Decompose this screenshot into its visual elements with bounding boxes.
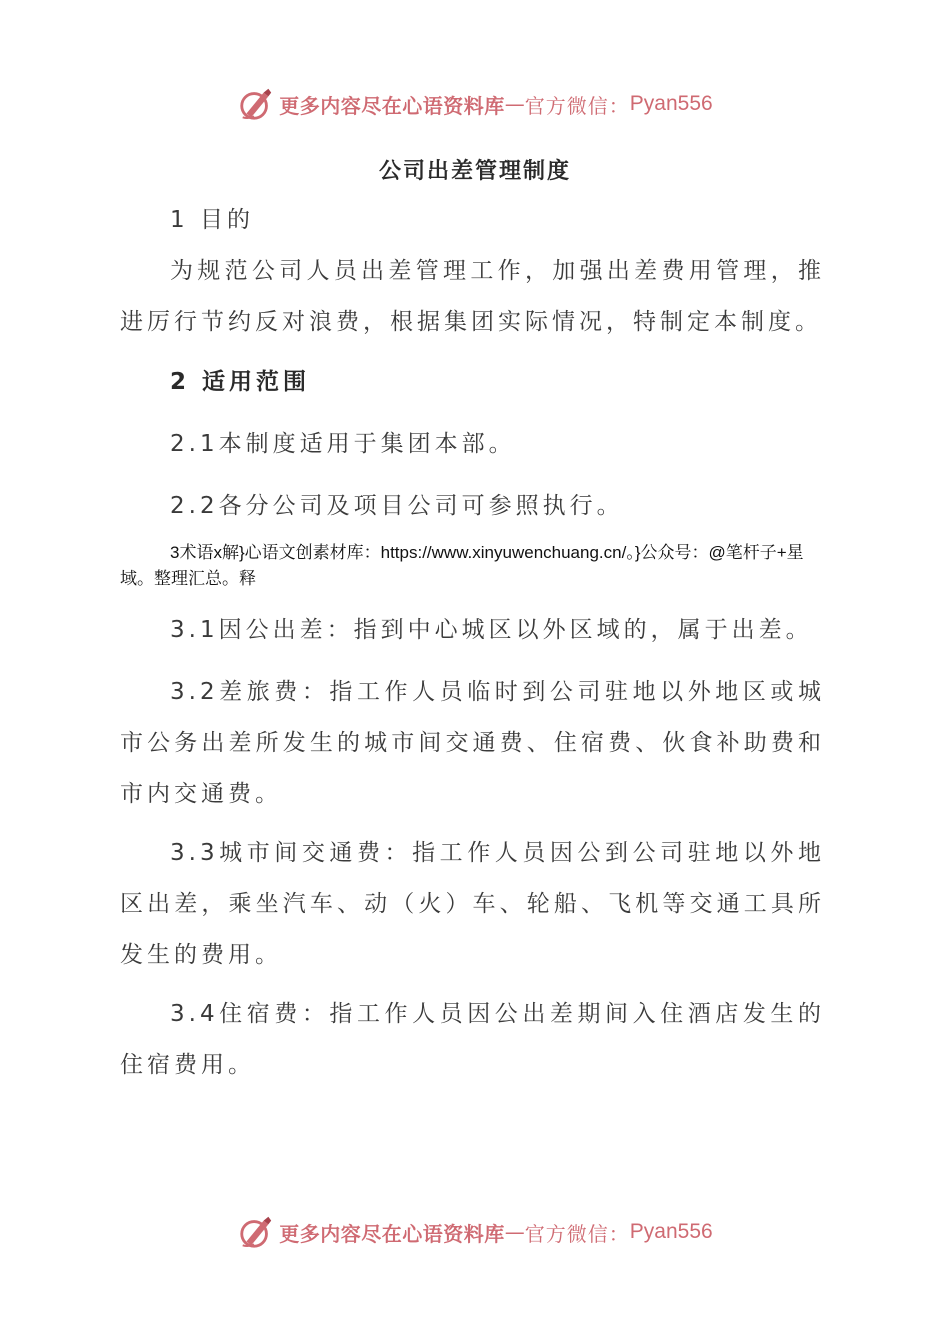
section-2-1: 2.1本制度适用于集团本部。 (170, 431, 516, 457)
section-3-4: 3.4住宿费：指工作人员因公出差期间入住酒店发生的住宿费用。 (120, 1001, 825, 1078)
section-3-3: 3.3城市间交通费：指工作人员因公到公司驻地以外地区出差，乘坐汽车、动（火）车、轮船、飞机等交通工具所发生的费用。 (120, 840, 825, 968)
section-1-heading: 1 目的 (170, 207, 254, 233)
section-3-heading-note: 3术语x解}心语文创素材库：https://www.xinyuwenchuang.cn/。}公众号：@笔杆子+星域。整理汇总。释 (120, 543, 804, 588)
banner-dash: — (504, 92, 525, 116)
banner-main-text: 更多内容尽在心语资料库 (279, 93, 505, 118)
header-banner (0, 82, 950, 126)
section-3-1: 3.1因公出差：指到中心城区以外区域的，属于出差。 (170, 617, 813, 643)
banner-dash: — (504, 1220, 525, 1244)
banner-official-label: 官方微信： (524, 1221, 630, 1246)
section-1-body: 为规范公司人员出差管理工作，加强出差费用管理，推进厉行节约反对浪费，根据集团实际情况，特制定本制度。 (120, 258, 825, 335)
pen-nib-logo-icon (237, 1213, 275, 1251)
banner-main-text: 更多内容尽在心语资料库 (279, 1221, 505, 1246)
section-2-2: 2.2各分公司及项目公司可参照执行。 (170, 493, 624, 519)
section-3-2: 3.2差旅费：指工作人员临时到公司驻地以外地区或城市公务出差所发生的城市间交通费、住宿费、伙食补助费和市内交通费。 (120, 679, 825, 807)
section-2-heading: 2 适用范围 (170, 369, 311, 395)
banner-official-label: 官方微信： (524, 93, 630, 118)
banner-wechat-id: Pyan556 (629, 92, 713, 115)
pen-nib-logo-icon (237, 85, 275, 123)
document-title: 公司出差管理制度 (378, 159, 571, 184)
banner-wechat-id: Pyan556 (629, 1220, 713, 1243)
footer-banner (0, 1210, 950, 1254)
